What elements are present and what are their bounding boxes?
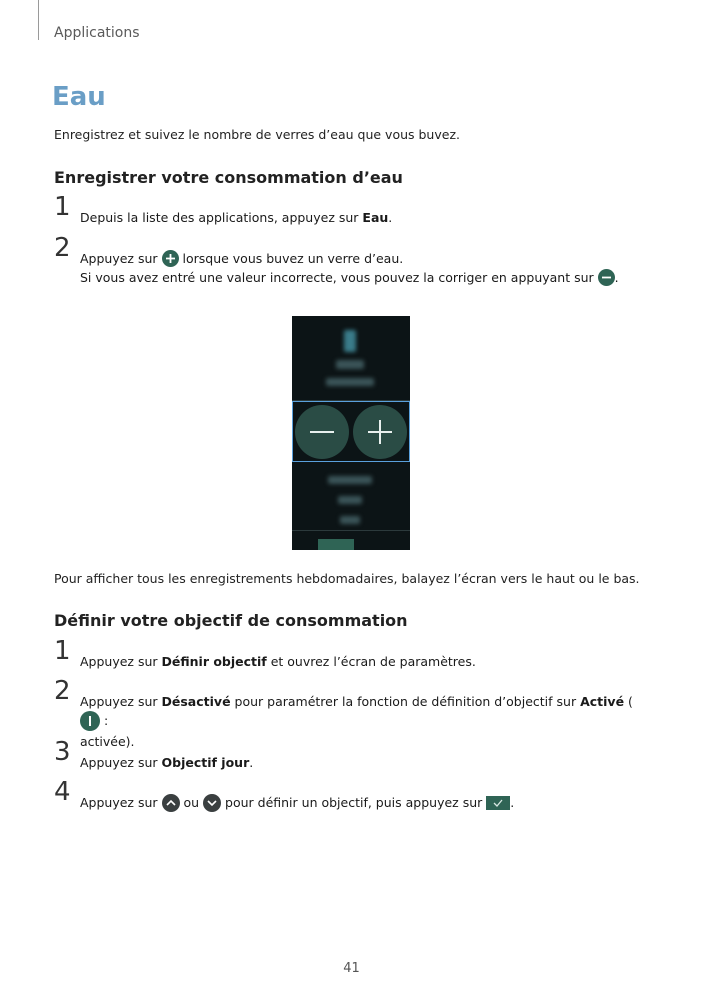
highlight-frame xyxy=(292,401,410,462)
step-number: 4 xyxy=(54,777,71,807)
plus-circle-icon xyxy=(162,250,179,267)
plus-icon xyxy=(353,405,407,459)
weekly-bar xyxy=(318,539,354,550)
toggle-on-icon xyxy=(80,711,100,731)
step-number: 1 xyxy=(54,192,71,222)
minus-icon xyxy=(295,405,349,459)
page-title: Eau xyxy=(52,82,106,112)
plus-button[interactable] xyxy=(353,405,407,459)
bottom-divider xyxy=(292,530,410,531)
section-heading-record: Enregistrer votre consommation d’eau xyxy=(54,168,403,187)
watch-screenshot xyxy=(292,316,410,550)
intro-text: Enregistrez et suivez le nombre de verres d’eau que vous buvez. xyxy=(54,127,460,142)
app-name: Eau xyxy=(362,210,389,225)
step-number: 2 xyxy=(54,676,71,706)
swipe-note: Pour afficher tous les enregistrements hebdomadaires, balayez l’écran vers le haut ou le bas. xyxy=(54,571,640,586)
step-number: 2 xyxy=(54,233,71,263)
section-header: Applications xyxy=(54,25,140,41)
chevron-up-icon xyxy=(162,794,180,812)
chevron-down-icon xyxy=(203,794,221,812)
check-icon xyxy=(486,796,510,810)
step-number: 1 xyxy=(54,636,71,666)
minus-button[interactable] xyxy=(295,405,349,459)
margin-rule xyxy=(38,0,39,40)
minus-circle-icon xyxy=(598,269,615,286)
step-number: 3 xyxy=(54,737,71,767)
page-number: 41 xyxy=(343,961,360,976)
section-heading-goal: Définir votre objectif de consommation xyxy=(54,611,408,630)
